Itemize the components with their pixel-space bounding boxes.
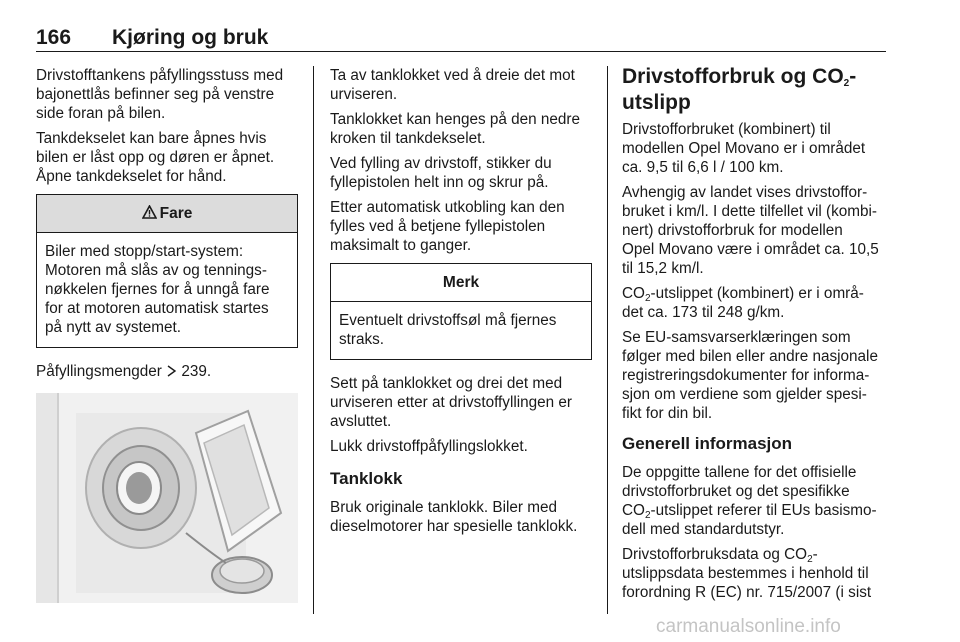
section-heading-general-info: Generell informasjon [622, 434, 793, 453]
watermark: carmanualsonline.info [656, 616, 841, 637]
auto-cutoff-paragraph: Etter automatisk utkobling kan den fylles ved å betjene fyllepistolen maksimalt to ganger. [330, 199, 565, 254]
original-caps-paragraph: Bruk originale tanklokk. Biler med dieselmotorer har spesielle tanklokk. [330, 499, 578, 535]
remove-cap-paragraph: Ta av tanklokket ved å dreie det mot urviseren. [330, 67, 575, 103]
warning-box [36, 194, 298, 348]
insert-nozzle-paragraph: Ved fylling av drivstoff, stikker du fyllepistolen helt inn og skrur på. [330, 155, 552, 191]
km-per-litre-paragraph: Avhengig av landet vises drivstoffor- bruket i km/l. I dette tilfellet vil (kombi- nert) drivstofforbruk for modellen Opel Movano være i området ca. 10,5 til 15,2 km/l. [622, 184, 879, 277]
note-body: Eventuelt drivstoffsøl må fjernes straks. [339, 312, 557, 348]
page-ref-arrow-icon [166, 363, 181, 380]
page-number: 166 [36, 26, 72, 49]
warning-body: Biler med stopp/start-system: Motoren må slås av og tennings- nøkkelen fjernes for å unngå fare for at motoren automatisk startes på nytt av systemet. [45, 243, 270, 336]
column-3 [622, 66, 890, 608]
eu-declaration-paragraph: Se EU-samsvarserklæringen som følger med bilen eller andre nasjonale registreringsdokumenter for informa- sjon om verdiene som gjelder spesi- fikt for din bil. [622, 329, 878, 422]
column-2 [330, 66, 592, 542]
column-divider-1 [313, 66, 314, 614]
chapter-title: Kjøring og bruk [112, 26, 269, 49]
hang-cap-paragraph: Tanklokket kan henges på den nedre kroken til tankdekselet. [330, 111, 581, 147]
column-1 [36, 66, 298, 603]
official-figures-paragraph: De oppgitte tallene for det offisielle drivstofforbruket og det spesifikke $CO_2$-utslippet referer til EUs basismo- dell med standardutstyr. [622, 464, 877, 538]
note-title: Merk [442, 274, 480, 291]
column-divider-2 [607, 66, 608, 614]
section-heading-tanklokk: Tanklokk [330, 469, 403, 488]
note-box [330, 263, 592, 360]
close-flap-paragraph: Lukk drivstoffpåfyllingslokket. [330, 438, 528, 455]
access-paragraph: Tankdekselet kan bare åpnes hvis bilen er låst opp og døren er åpnet. Åpne tankdekselet for hånd. [36, 130, 275, 185]
warning-title: Fare [159, 205, 193, 222]
page-ref-link[interactable]: 239. [181, 363, 212, 380]
intro-paragraph: Drivstofftankens påfyllingsstuss med bajonettlås befinner seg på venstre side foran på bilen. [36, 67, 284, 122]
fill-quantity-ref: Påfyllingsmengder 239. [36, 363, 212, 380]
regulation-paragraph: Drivstofforbruksdata og $CO_2-$ utslippsdata bestemmes i henhold til forordning R (EC) nr. 715/2007 (i sist [622, 546, 872, 601]
note-header [331, 264, 591, 302]
section-heading-consumption: Drivstofforbruk og $CO_2-$ utslipp [622, 65, 857, 114]
refit-cap-paragraph: Sett på tanklokket og drei det med urviseren etter at drivstoffyllingen er avsluttet. [330, 375, 573, 430]
consumption-paragraph: Drivstofforbruket (kombinert) til modellen Opel Movano er i området ca. 9,5 til 6,6 l / 100 km. [622, 121, 866, 176]
warning-triangle-icon [142, 204, 157, 223]
fuel-filler-illustration [36, 393, 298, 603]
warning-header [37, 195, 297, 233]
page-header [36, 24, 886, 52]
co2-paragraph: $CO_2$-utslippet (kombinert) er i områ- det ca. 173 til 248 g/km. [622, 285, 864, 321]
